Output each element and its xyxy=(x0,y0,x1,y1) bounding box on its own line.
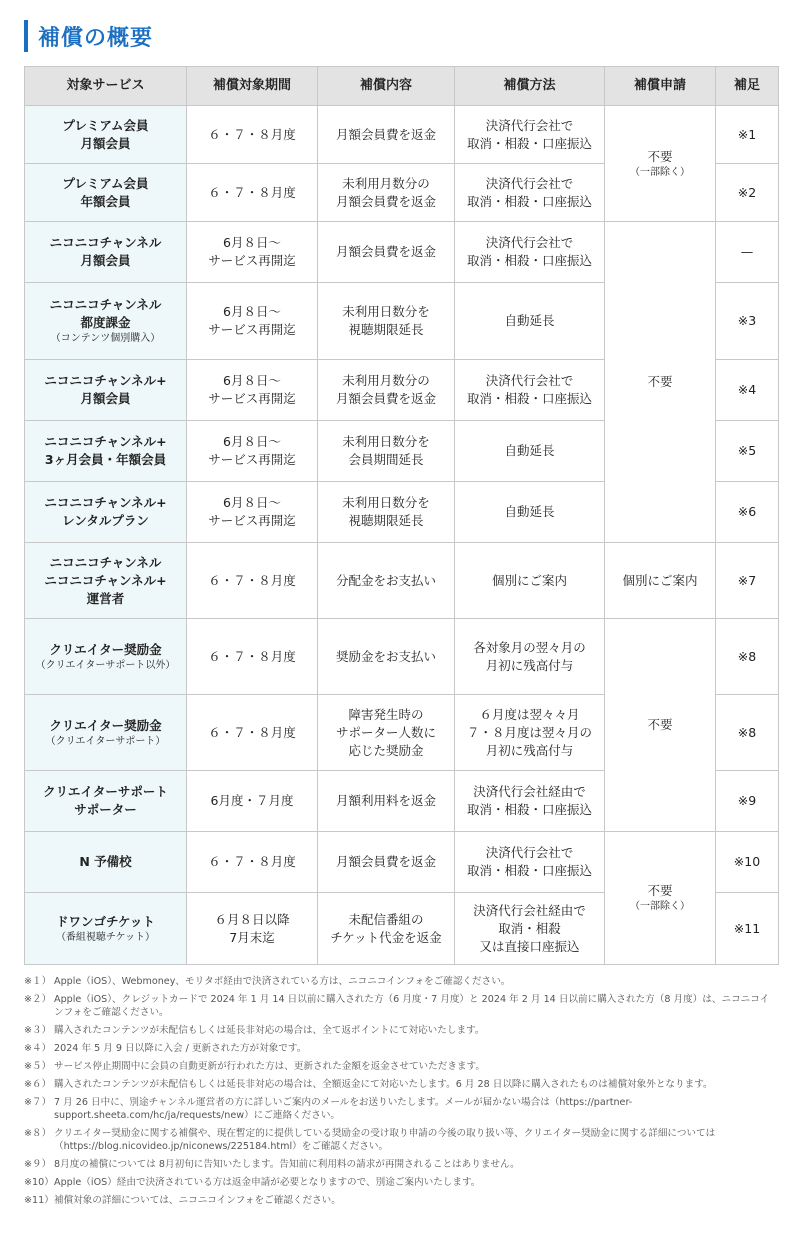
method-cell xyxy=(455,893,605,965)
application-cell xyxy=(605,222,716,543)
table-header-row xyxy=(25,67,779,106)
cell-line: 決済代行会社で xyxy=(485,117,574,133)
content-cell xyxy=(318,771,455,832)
service-cell xyxy=(25,482,187,543)
cell-line: 6月８日～ xyxy=(223,495,281,510)
footnote xyxy=(24,1024,778,1037)
cell-line: 未利用日数分を xyxy=(342,304,430,319)
cell-line: ６・７・８月度 xyxy=(208,184,296,200)
service-cell xyxy=(25,222,187,283)
table-row xyxy=(25,222,779,283)
table-row xyxy=(25,106,779,164)
footnote-text: Apple（iOS）、クレジットカードで 2024 年 1 月 14 日以前に購入された方（6 月度・7 月度）と 2024 年 2 月 14 日以前に購入された方（8 月度）は、ニコニコインフォをご確認ください。 xyxy=(54,994,770,1018)
cell-line: クリエイター奨励金 xyxy=(49,717,162,733)
service-cell xyxy=(25,619,187,695)
footnote-mark: ※５） xyxy=(24,1061,52,1072)
cell-line: 6月度・７月度 xyxy=(210,793,294,808)
content-cell xyxy=(318,421,455,482)
service-sub-note: （クリエイターサポート以外） xyxy=(35,659,176,671)
cell-line: サービス再開迄 xyxy=(208,513,296,528)
section-heading xyxy=(24,20,153,52)
cell-line: 取消・相殺・口座振込 xyxy=(466,193,592,209)
footnote-mark: ※３） xyxy=(24,1025,52,1036)
cell-line: 未利用日数分を xyxy=(342,434,430,449)
cell-line: 月額会員 xyxy=(80,253,131,268)
application-main: 不要 xyxy=(647,883,673,898)
cell-line: 月額利用料を返金 xyxy=(335,793,436,808)
content-cell xyxy=(318,283,455,360)
cell-line: 決済代行会社で xyxy=(485,235,574,250)
footnote-mark: ※７） xyxy=(24,1097,52,1108)
cell-line: ６・７・８月度 xyxy=(208,724,296,740)
method-cell xyxy=(455,543,605,619)
cell-line: ドワンゴチケット xyxy=(56,913,155,929)
application-main: 不要 xyxy=(647,717,673,732)
note-ref-cell: — xyxy=(716,222,779,283)
period-cell xyxy=(187,832,318,893)
cell-line: 月額会員費を返金 xyxy=(335,391,436,406)
cell-line: 決済代行会社経由で xyxy=(473,784,586,799)
cell-line: 取消・相殺・口座振込 xyxy=(466,135,592,151)
cell-line: 自動延長 xyxy=(504,313,555,328)
application-sub: （一部除く） xyxy=(630,166,690,178)
cell-line: サポーター xyxy=(74,802,137,817)
note-ref-cell: ※8 xyxy=(716,619,779,695)
cell-line: プレミアム会員 xyxy=(62,117,149,133)
period-cell xyxy=(187,222,318,283)
note-ref-cell: ※1 xyxy=(716,106,779,164)
footnote xyxy=(24,1096,778,1122)
method-cell xyxy=(455,421,605,482)
service-cell xyxy=(25,893,187,965)
cell-line: 未利用月数分の xyxy=(342,373,430,388)
cell-line: 6月８日～ xyxy=(223,373,281,388)
cell-line: ニコニコチャンネル+ xyxy=(44,373,167,388)
cell-line: ニコニコチャンネル xyxy=(49,554,162,570)
cell-line: ニコニコチャンネル+ xyxy=(44,434,167,449)
note-ref-cell: ※3 xyxy=(716,283,779,360)
cell-line: ニコニコチャンネル xyxy=(49,297,162,312)
col-header-method: 補償方法 xyxy=(455,67,605,106)
service-cell xyxy=(25,164,187,222)
period-cell xyxy=(187,619,318,695)
cell-line: プレミアム会員 xyxy=(62,175,149,191)
application-cell xyxy=(605,619,716,832)
col-header-note: 補足 xyxy=(716,67,779,106)
heading-accent-bar xyxy=(24,20,28,52)
footnote-text: 補償対象の詳細については、ニコニコインフォをご確認ください。 xyxy=(54,1195,341,1206)
note-ref-cell: ※10 xyxy=(716,832,779,893)
content-cell xyxy=(318,695,455,771)
note-ref-cell: ※5 xyxy=(716,421,779,482)
table-row xyxy=(25,619,779,695)
footnote-text: 8月度の補償については 8月初旬に告知いたします。告知前に利用料の請求が再開されることはありません。 xyxy=(54,1159,520,1170)
footnote-text: 2024 年 5 月 9 日以降に入会 / 更新された方が対象です。 xyxy=(54,1043,307,1054)
application-cell xyxy=(605,543,716,619)
note-ref-cell: ※8 xyxy=(716,695,779,771)
cell-line: 未配信番組の xyxy=(348,911,424,927)
footnote xyxy=(24,1176,778,1189)
col-header-content: 補償内容 xyxy=(318,67,455,106)
method-cell xyxy=(455,771,605,832)
cell-line: 月額会員 xyxy=(80,135,131,151)
footnote-mark: ※８） xyxy=(24,1128,52,1139)
application-cell xyxy=(605,832,716,965)
cell-line: 分配金をお支払い xyxy=(335,572,436,588)
content-cell xyxy=(318,832,455,893)
table-row xyxy=(25,832,779,893)
cell-line: 7月末迄 xyxy=(229,929,275,945)
footnote-text: 7 月 26 日中に、別途チャンネル運営者の方に詳しいご案内のメールをお送りいたします。メールが届かない場合は（https://partner-support.sheeta.com/hc/ja/requests/new）にご連絡ください。 xyxy=(54,1097,633,1121)
period-cell xyxy=(187,771,318,832)
method-cell xyxy=(455,106,605,164)
col-header-application: 補償申請 xyxy=(605,67,716,106)
cell-line: ニコニコチャンネル xyxy=(49,235,162,250)
service-cell xyxy=(25,832,187,893)
cell-line: 会員期間延長 xyxy=(348,452,424,467)
cell-line: 6月８日～ xyxy=(223,434,281,449)
cell-line: 月初に残高付与 xyxy=(485,742,574,758)
cell-line: 月額会員費を返金 xyxy=(335,854,436,869)
footnote-mark: ※４） xyxy=(24,1043,52,1054)
cell-line: 決済代行会社経由で xyxy=(473,902,586,918)
cell-line: サービス再開迄 xyxy=(208,322,296,337)
method-cell xyxy=(455,482,605,543)
cell-line: 応じた奨励金 xyxy=(348,742,424,758)
cell-line: サービス再開迄 xyxy=(208,452,296,467)
cell-line: 取消・相殺・口座振込 xyxy=(466,802,592,817)
period-cell xyxy=(187,893,318,965)
cell-line: 取消・相殺・口座振込 xyxy=(466,253,592,268)
cell-line: 決済代行会社で xyxy=(485,373,574,388)
footnote xyxy=(24,1127,778,1153)
cell-line: 取消・相殺・口座振込 xyxy=(466,391,592,406)
cell-line: ７・８月度は翌々月の xyxy=(466,724,592,740)
cell-line: 月初に残高付与 xyxy=(485,657,574,673)
footnote-mark: ※２） xyxy=(24,994,52,1005)
footnote-text: サービス停止期間中に会員の自動更新が行われた方は、更新された金額を返金させていただきます。 xyxy=(54,1061,485,1072)
cell-line: 月額会員費を返金 xyxy=(335,126,436,142)
cell-line: 3ヶ月会員・年額会員 xyxy=(44,452,167,467)
page-title: 補償の概要 xyxy=(38,25,154,51)
cell-line: 各対象月の翌々月の xyxy=(473,639,586,655)
col-header-period: 補償対象期間 xyxy=(187,67,318,106)
cell-line: ６・７・８月度 xyxy=(208,572,296,588)
period-cell xyxy=(187,106,318,164)
cell-line: サポーター人数に xyxy=(335,724,436,740)
footnote-mark: ※６） xyxy=(24,1079,52,1090)
cell-line: ６・７・８月度 xyxy=(208,854,296,869)
footnotes xyxy=(24,975,778,1212)
footnote xyxy=(24,1078,778,1091)
content-cell xyxy=(318,106,455,164)
cell-line: 決済代行会社で xyxy=(485,845,574,860)
cell-line: 運営者 xyxy=(86,590,125,606)
note-ref-cell: ※2 xyxy=(716,164,779,222)
period-cell xyxy=(187,421,318,482)
service-cell xyxy=(25,360,187,421)
compensation-table xyxy=(24,66,779,965)
service-cell xyxy=(25,421,187,482)
method-cell xyxy=(455,164,605,222)
cell-line: 個別にご案内 xyxy=(491,572,567,588)
method-cell xyxy=(455,619,605,695)
footnote-mark: ※１） xyxy=(24,976,52,987)
application-cell xyxy=(605,106,716,222)
footnote-text: 購入されたコンテンツが未配信もしくは延長非対応の場合は、全額返金にて対応いたします。6 月 28 日以降に購入されたものは補償対象外となります。 xyxy=(54,1079,713,1090)
cell-line: 自動延長 xyxy=(504,504,555,519)
content-cell xyxy=(318,619,455,695)
cell-line: 障害発生時の xyxy=(348,706,424,722)
footnote xyxy=(24,1060,778,1073)
cell-line: 未利用日数分を xyxy=(342,495,430,510)
cell-line: ６・７・８月度 xyxy=(208,126,296,142)
method-cell xyxy=(455,283,605,360)
service-sub-note: （番組視聴チケット） xyxy=(55,931,156,943)
cell-line: ６月度は翌々々月 xyxy=(479,706,580,722)
footnote-text: Apple（iOS）、Webmoney、モリタポ経由で決済されている方は、ニコニコインフォをご確認ください。 xyxy=(54,976,511,987)
note-ref-cell: ※11 xyxy=(716,893,779,965)
footnote-text: クリエイター奨励金に関する補償や、現在暫定的に提供している奨励金の受け取り申請の今後の取り扱い等、クリエイター奨励金に関する詳細については（https://blog.nicovideo.jp/niconews/225184.html）をご確認ください。 xyxy=(54,1128,716,1152)
note-ref-cell: ※9 xyxy=(716,771,779,832)
cell-line: チケット代金を返金 xyxy=(330,929,442,945)
period-cell xyxy=(187,695,318,771)
content-cell xyxy=(318,543,455,619)
footnote-text: Apple（iOS）経由で決済されている方は返金申請が必要となりますので、別途ご案内いたします。 xyxy=(54,1177,481,1188)
cell-line: 取消・相殺 xyxy=(498,920,561,936)
content-cell xyxy=(318,482,455,543)
cell-line: 月額会員 xyxy=(80,391,131,406)
footnote xyxy=(24,1042,778,1055)
cell-line: 決済代行会社で xyxy=(485,175,574,191)
col-header-service: 対象サービス xyxy=(25,67,187,106)
cell-line: 年額会員 xyxy=(80,193,131,209)
application-main: 不要 xyxy=(647,374,673,389)
footnote xyxy=(24,1194,778,1207)
cell-line: 6月８日～ xyxy=(223,235,281,250)
footnote-text: 購入されたコンテンツが未配信もしくは延長非対応の場合は、全て返ポイントにて対応いたします。 xyxy=(54,1025,485,1036)
cell-line: 都度課金 xyxy=(80,315,131,330)
cell-line: 月額会員費を返金 xyxy=(335,244,436,259)
cell-line: 取消・相殺・口座振込 xyxy=(466,863,592,878)
method-cell xyxy=(455,832,605,893)
application-sub: （一部除く） xyxy=(630,901,690,912)
cell-line: 6月８日～ xyxy=(223,304,281,319)
footnote xyxy=(24,1158,778,1171)
footnote-mark: ※９） xyxy=(24,1159,52,1170)
cell-line: ６・７・８月度 xyxy=(208,648,296,664)
method-cell xyxy=(455,360,605,421)
service-cell xyxy=(25,283,187,360)
period-cell xyxy=(187,543,318,619)
cell-line: 月額会員費を返金 xyxy=(335,193,436,209)
cell-line: 視聴期限延長 xyxy=(348,322,424,337)
note-ref-cell: ※7 xyxy=(716,543,779,619)
cell-line: ６月８日以降 xyxy=(214,911,290,927)
cell-line: クリエイター奨励金 xyxy=(49,641,162,657)
footnote-mark: ※11） xyxy=(24,1195,54,1206)
method-cell xyxy=(455,222,605,283)
footnote-mark: ※10） xyxy=(24,1177,54,1188)
service-cell xyxy=(25,695,187,771)
cell-line: 未利用月数分の xyxy=(342,175,430,191)
cell-line: サービス再開迄 xyxy=(208,253,296,268)
cell-line: サービス再開迄 xyxy=(208,391,296,406)
footnote xyxy=(24,975,778,988)
application-main: 個別にご案内 xyxy=(622,572,698,588)
service-sub-note: （クリエイターサポート） xyxy=(45,735,166,747)
content-cell xyxy=(318,164,455,222)
table-row xyxy=(25,543,779,619)
period-cell xyxy=(187,482,318,543)
service-cell xyxy=(25,543,187,619)
cell-line: レンタルプラン xyxy=(62,513,149,528)
method-cell xyxy=(455,695,605,771)
cell-line: N 予備校 xyxy=(79,854,132,869)
period-cell xyxy=(187,164,318,222)
cell-line: 視聴期限延長 xyxy=(348,513,424,528)
service-sub-note: （コンテンツ個別購入） xyxy=(50,333,161,344)
content-cell xyxy=(318,893,455,965)
cell-line: 奨励金をお支払い xyxy=(335,648,436,664)
footnote xyxy=(24,993,778,1019)
content-cell xyxy=(318,360,455,421)
cell-line: 自動延長 xyxy=(504,443,555,458)
period-cell xyxy=(187,360,318,421)
cell-line: ニコニコチャンネル+ xyxy=(44,572,167,588)
note-ref-cell: ※4 xyxy=(716,360,779,421)
cell-line: ニコニコチャンネル+ xyxy=(44,495,167,510)
cell-line: 又は直接口座振込 xyxy=(479,938,580,954)
content-cell xyxy=(318,222,455,283)
period-cell xyxy=(187,283,318,360)
cell-line: クリエイターサポート xyxy=(43,784,168,799)
service-cell xyxy=(25,106,187,164)
note-ref-cell: ※6 xyxy=(716,482,779,543)
application-main: 不要 xyxy=(647,148,673,164)
service-cell xyxy=(25,771,187,832)
